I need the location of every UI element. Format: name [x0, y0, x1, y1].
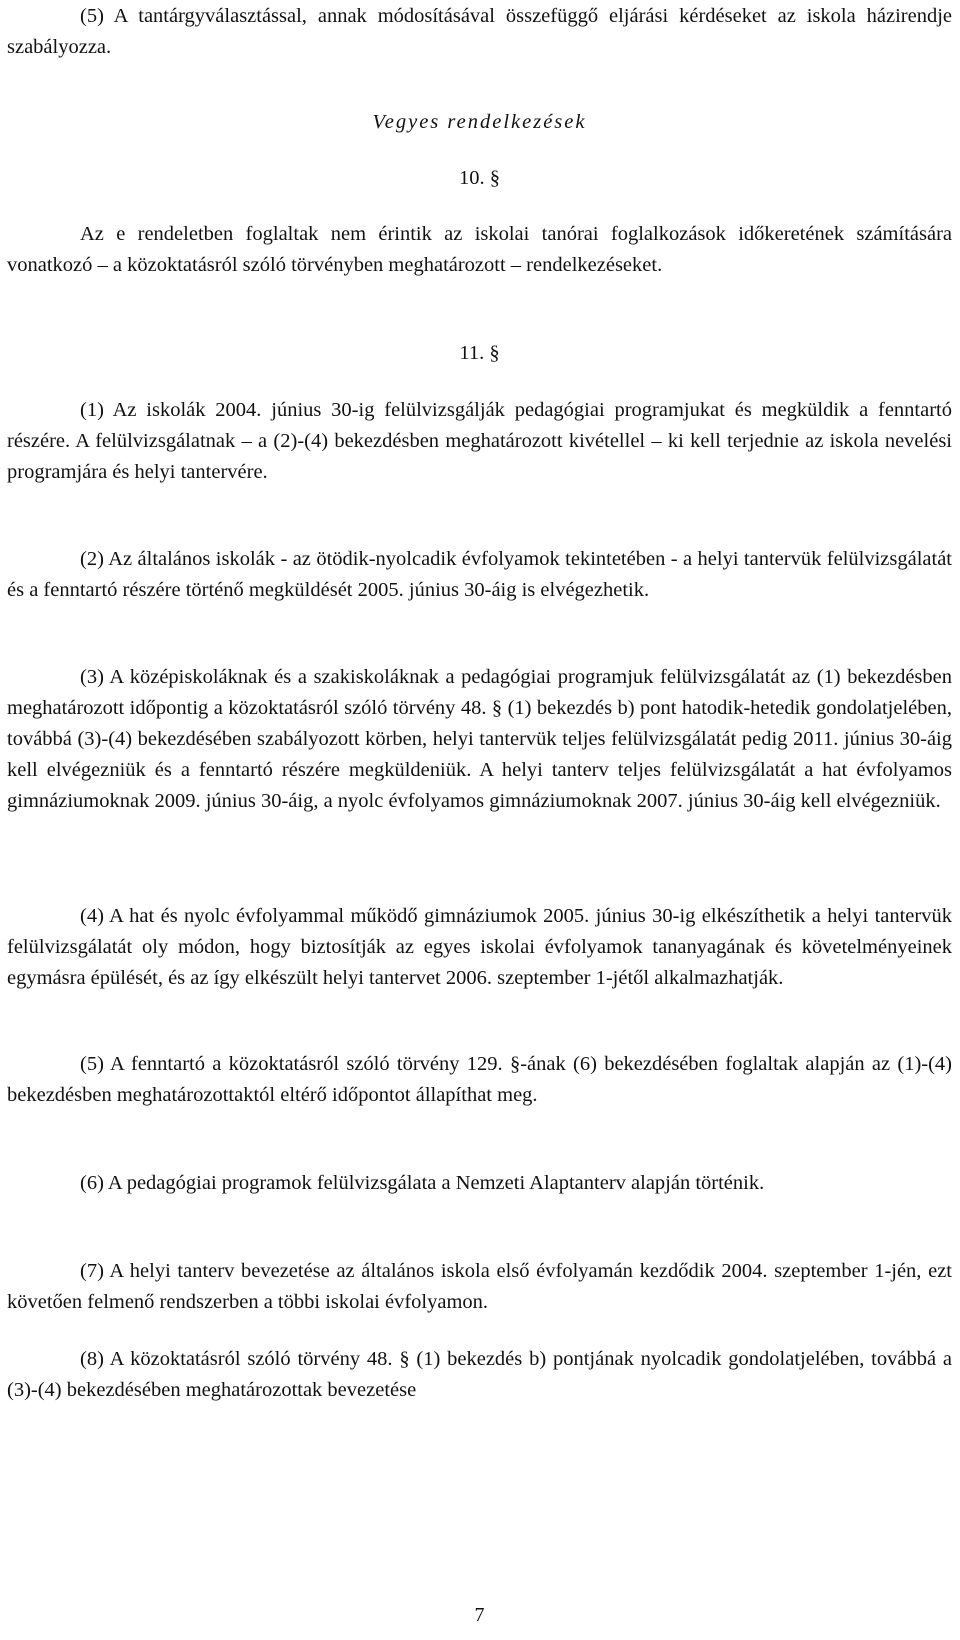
- section-11-paragraph-1: (1) Az iskolák 2004. június 30-ig felülvizsgálják pedagógiai programjukat és megküldik a fenntartó részére. A felülvizsgálatnak – a (2)-(4) bekezdésben meghatározott kivétellel – ki kell terjednie az iskola nevelési programjára és helyi tantervére.: [7, 399, 952, 483]
- section-11-heading: 11. §: [459, 342, 500, 364]
- section-10-text: Az e rendeletben foglaltak nem érintik az iskolai tanórai foglalkozások időkeretének számítására vonatkozó – a közoktatásról szóló törvényben meghatározott – rendelkezéseket.: [7, 223, 952, 276]
- section-10-heading: 10. §: [459, 167, 500, 189]
- section-11-paragraph-8: (8) A közoktatásról szóló törvény 48. § (1) bekezdés b) pontjának nyolcadik gondolatjelében, továbbá a (3)-(4) bekezdésében meghatározottak bevezetése: [7, 1348, 952, 1401]
- paragraph-5-tantargyvalasztas: (5) A tantárgyválasztással, annak módosításával összefüggő eljárási kérdéseket az iskola házirendje szabályozza.: [7, 5, 952, 58]
- section-11-paragraph-6: (6) A pedagógiai programok felülvizsgálata a Nemzeti Alaptanterv alapján történik.: [80, 1172, 765, 1194]
- document-page: [7, 0, 952, 1640]
- section-11-paragraph-4: (4) A hat és nyolc évfolyammal működő gimnáziumok 2005. június 30-ig elkészíthetik a helyi tantervük felülvizsgálatát oly módon, hogy biztosítják az egyes iskolai évfolyamok tananyagának és követelményeinek egymásra épülését, és az így elkészült helyi tantervet 2006. szeptember 1-jétől alkalmazhatják.: [7, 905, 952, 989]
- section-11-paragraph-2: (2) Az általános iskolák - az ötödik-nyolcadik évfolyamok tekintetében - a helyi tantervük felülvizsgálatát és a fenntartó részére történő megküldését 2005. június 30-áig is elvégezhetik.: [7, 548, 952, 601]
- section-11-paragraph-5: (5) A fenntartó a közoktatásról szóló törvény 129. §-ának (6) bekezdésében foglaltak alapján az (1)-(4) bekezdésben meghatározottaktól eltérő időpontot állapíthat meg.: [7, 1053, 952, 1106]
- section-11-paragraph-7: (7) A helyi tanterv bevezetése az általános iskola első évfolyamán kezdődik 2004. szeptember 1-jén, ezt követően felmenő rendszerben a többi iskolai évfolyamon.: [7, 1260, 952, 1313]
- page-number: 7: [474, 1604, 485, 1626]
- section-title: Vegyes rendelkezések: [372, 111, 587, 133]
- section-11-paragraph-3: (3) A középiskoláknak és a szakiskoláknak a pedagógiai programjuk felülvizsgálatát az (1) bekezdésben meghatározott időpontig a közoktatásról szóló törvény 48. § (1) bekezdés b) pont hatodik-hetedik gondolatjelében, továbbá (3)-(4) bekezdésében szabályozott körben, helyi tantervük teljes felülvizsgálatát pedig 2011. június 30-áig kell elvégezniük és a fenntartó részére megküldeniük. A helyi tanterv teljes felülvizsgálatát a hat évfolyamos gimnáziumoknak 2009. június 30-áig, a nyolc évfolyamos gimnáziumoknak 2007. június 30-áig kell elvégezniük.: [7, 666, 952, 812]
